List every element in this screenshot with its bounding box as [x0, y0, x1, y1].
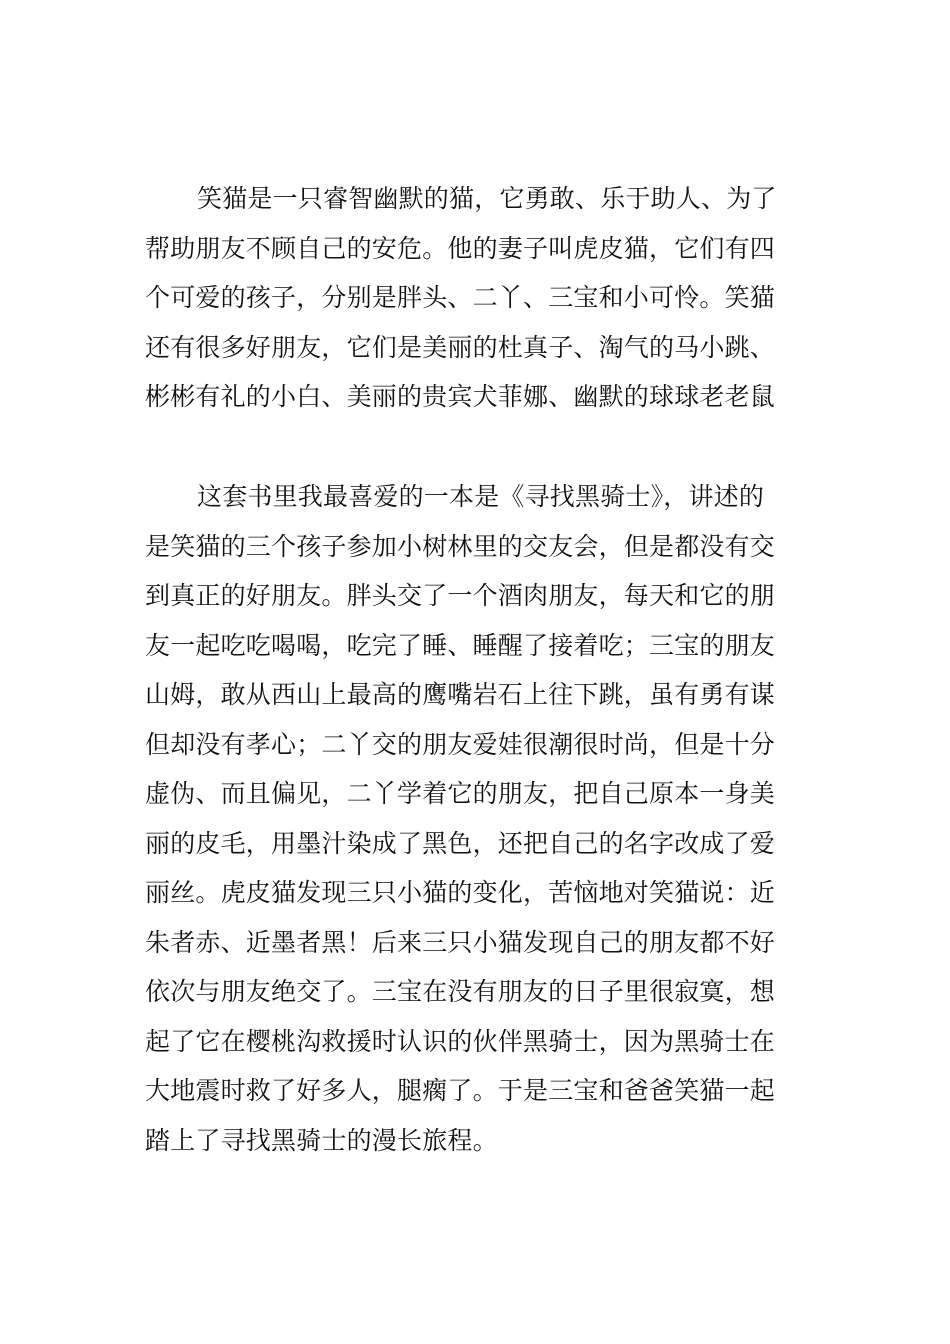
- text-line: 丽的皮毛，用墨汁染成了黑色，还把自己的名字改成了爱: [145, 828, 776, 858]
- text-line: 到真正的好朋友。胖头交了一个酒肉朋友，每天和它的朋: [145, 581, 776, 610]
- text-line: 虚伪、而且偏见，二丫学着它的朋友，把自己原本一身美: [145, 779, 776, 808]
- paragraph-2: [145, 472, 815, 1165]
- text-line: 踏上了寻找黑骑士的漫长旅程。: [145, 1125, 498, 1155]
- text-line: 大地震时救了好多人，腿瘸了。于是三宝和爸爸笑猫一起: [145, 1076, 776, 1105]
- paragraph-1: [145, 174, 815, 422]
- text-line: 帮助朋友不顾自己的安危。他的妻子叫虎皮猫，它们有四: [145, 233, 776, 263]
- text-line: 是笑猫的三个孩子参加小树林里的交友会，但是都没有交: [145, 531, 776, 561]
- text-line: 丽丝。虎皮猫发现三只小猫的变化，苦恼地对笑猫说：近: [145, 878, 776, 907]
- text-line: 笑猫是一只睿智幽默的猫，它勇敢、乐于助人、为了: [197, 184, 777, 213]
- text-line: 但却没有孝心；二丫交的朋友爱娃很潮很时尚，但是十分: [145, 729, 776, 759]
- text-line: 还有很多好朋友，它们是美丽的杜真子、淘气的马小跳、: [145, 332, 776, 362]
- text-line: 友一起吃吃喝喝，吃完了睡、睡醒了接着吃；三宝的朋友: [145, 630, 776, 660]
- text-line: 彬彬有礼的小白、美丽的贵宾犬菲娜、幽默的球球老老鼠: [145, 382, 776, 411]
- text-line: 朱者赤、近墨者黑！后来三只小猫发现自己的朋友都不好: [145, 927, 776, 957]
- text-line: 这套书里我最喜爱的一本是《寻找黑骑士》，讲述的: [197, 482, 765, 511]
- text-line: 个可爱的孩子，分别是胖头、二丫、三宝和小可怜。笑猫: [145, 283, 776, 312]
- text-line: 山姆，敢从西山上最高的鹰嘴岩石上往下跳，虽有勇有谋: [145, 680, 776, 709]
- text-line: 依次与朋友绝交了。三宝在没有朋友的日子里很寂寞，想: [145, 977, 776, 1006]
- text-line: 起了它在樱桃沟救援时认识的伙伴黑骑士，因为黑骑士在: [145, 1026, 776, 1056]
